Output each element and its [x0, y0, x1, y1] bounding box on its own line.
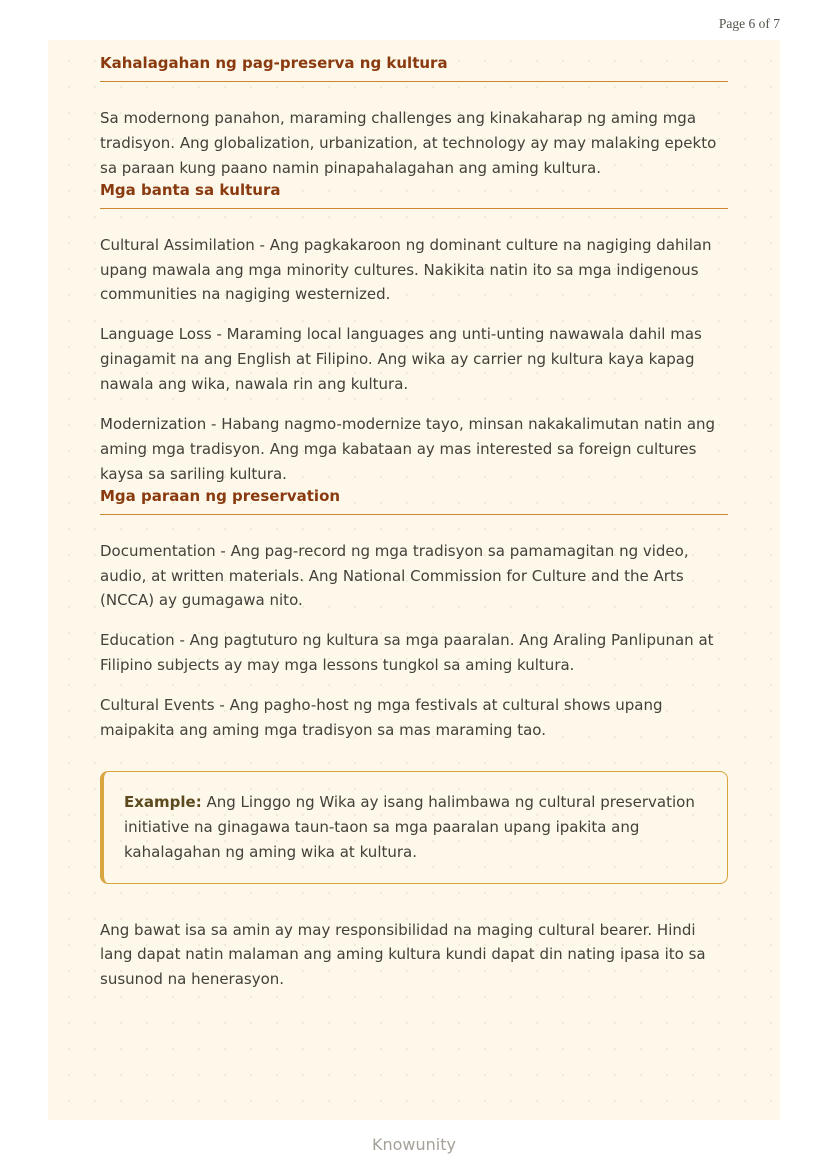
page-indicator: Page 6 of 7 [718, 16, 780, 31]
body-paragraph: Cultural Events - Ang pagho-host ng mga festivals at cultural shows upang maipakita ang aming mga tradisyon sa mas maraming tao. [100, 696, 663, 740]
document-page [48, 40, 780, 1120]
section-mga-paraan [100, 487, 728, 743]
section-heading: Kahalagahan ng pag-preserva ng kultura [100, 54, 728, 82]
example-callout-box [100, 771, 728, 884]
body-paragraph: Modernization - Habang nagmo-modernize tayo, minsan nakakalimutan natin ang aming mga tradisyon. Ang mga kabataan ay mas interested sa foreign cultures kaysa sa sariling kultura. [100, 415, 716, 483]
section-heading: Mga banta sa kultura [100, 181, 728, 209]
body-paragraph: Language Loss - Maraming local languages ang unti-unting nawawala dahil mas ginagamit na ang English at Filipino. Ang wika ay carrier ng kultura kaya kapag nawala ang wika, nawala rin ang kultura. [100, 325, 702, 394]
example-label: Example: [124, 792, 202, 811]
body-paragraph: Cultural Assimilation - Ang pagkakaroon ng dominant culture na nagiging dahilan upang mawala ang mga minority cultures. Nakikita natin ito sa mga indigenous communities na nagiging westernized. [100, 235, 712, 304]
footer-brand: Knowunity [372, 1135, 456, 1154]
body-paragraph: Education - Ang pagtuturo ng kultura sa mga paaralan. Ang Araling Panlipunan at Filipino subjects ay may mga lessons tungkol sa aming kultura. [100, 631, 714, 675]
section-heading: Mga paraan ng preservation [100, 487, 728, 515]
section-kahalagahan [100, 54, 728, 181]
body-paragraph: Documentation - Ang pag-record ng mga tradisyon sa pamamagitan ng video, audio, at written materials. Ang National Commission for Culture and the Arts (NCCA) ay gumagawa nito. [100, 541, 689, 610]
section-mga-banta [100, 181, 728, 487]
example-text: Ang Linggo ng Wika ay isang halimbawa ng cultural preservation initiative na ginagawa taun-taon sa mga paaralan upang ipakita ang kahalagahan ng aming wika at kultura. [124, 792, 695, 861]
closing-paragraph: Ang bawat isa sa amin ay may responsibilidad na maging cultural bearer. Hindi lang dapat natin malaman ang aming kultura kundi dapat din nating ipasa ito sa susunod na henerasyon. [100, 920, 706, 989]
body-paragraph: Sa modernong panahon, maraming challenges ang kinakaharap ng aming mga tradisyon. Ang globalization, urbanization, at technology ay may malaking epekto sa paraan kung paano namin pinapahalagahan ang aming kultura. [100, 109, 717, 177]
